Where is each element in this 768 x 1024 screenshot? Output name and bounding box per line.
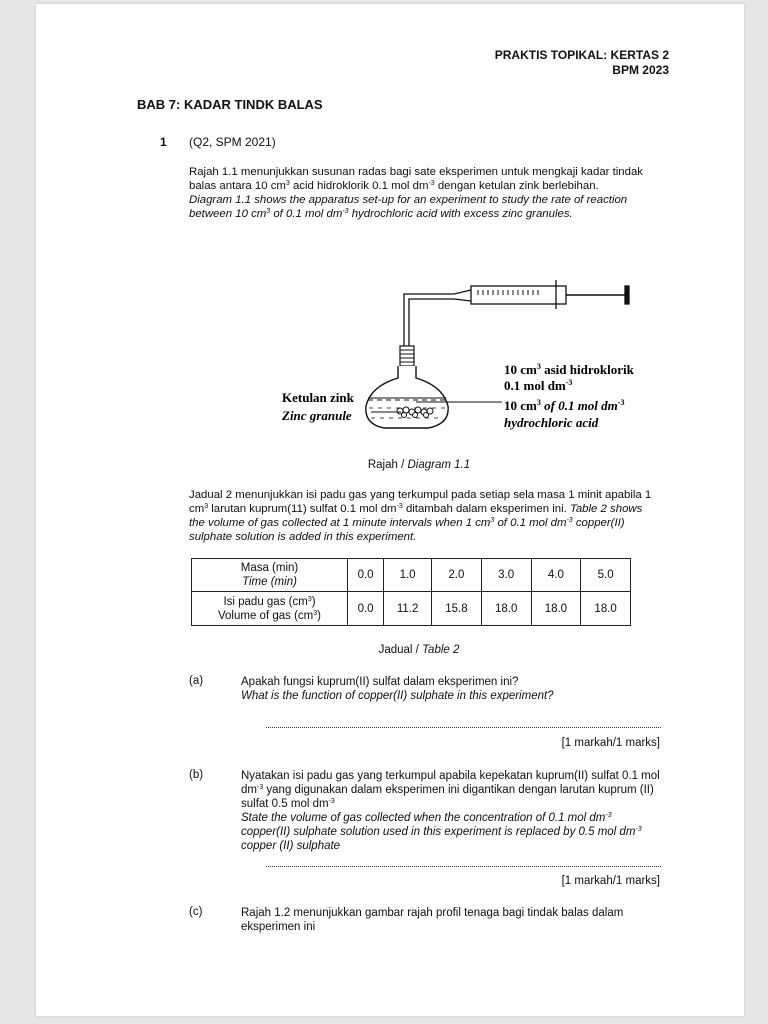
zinc-label-ms: Ketulan zink bbox=[282, 390, 354, 405]
time-header: Masa (min) Time (min) bbox=[192, 559, 348, 592]
time-cell: 2.0 bbox=[432, 559, 482, 592]
table-row bbox=[192, 559, 631, 592]
part-b-label: (b) bbox=[189, 769, 204, 781]
diagram-caption: Rajah / Diagram 1.1 bbox=[367, 459, 471, 471]
acid-label-ms-2: 0.1 mol $dm^{-3}$ bbox=[504, 378, 573, 393]
intro-english: Diagram 1.1 shows the apparatus set-up for an experiment to study the rate of reaction between 10 $cm^3$ of 0.1 mol $dm^{-3}$ hydrochloric acid with excess zinc granules. bbox=[189, 194, 628, 220]
part-b-question: Nyatakan isi padu gas yang terkumpul apabila kepekatan kuprum(II) sulfat 0.1 mol $dm^{-3}$ yang digunakan dalam eksperimen ini digantikan dengan larutan kuprum (II) sulfat 0.5 mol $dm^{-3}$ State the volume of gas collected when the concentration of 0.1 mol $dm^{-3}$ copper(II) sulphate solution used in this experiment is replaced by 0.5 mol $dm^{-3}$ copper (II) sulphate bbox=[241, 770, 660, 852]
acid-label-en-1: 10 $cm^3$ of 0.1 mol $dm^{-3}$ bbox=[504, 398, 625, 413]
volume-cell: 18.0 bbox=[531, 592, 581, 626]
conical-flask bbox=[366, 366, 448, 428]
worksheet-page bbox=[36, 4, 744, 1016]
part-a-question: Apakah fungsi kuprum(II) sulfat dalam eksperimen ini? What is the function of copper(II) sulphate in this experiment? bbox=[241, 676, 554, 702]
time-cell: 3.0 bbox=[481, 559, 531, 592]
delivery-tube bbox=[404, 294, 454, 346]
header-line-1: PRAKTIS TOPIKAL: KERTAS 2 bbox=[494, 48, 669, 62]
question-number: 1 bbox=[160, 135, 167, 149]
volume-cell: 18.0 bbox=[481, 592, 531, 626]
header-line-2: BPM 2023 bbox=[612, 63, 669, 77]
apparatus-diagram bbox=[216, 266, 636, 446]
intro-malay: Rajah 1.1 menunjukkan susunan radas bagi sate eksperimen untuk mengkaji kadar tindak balas antara 10 $cm^3$ acid hidroklorik 0.1 mol $dm^{-3}$ dengan ketulan zink berlebihan. bbox=[189, 166, 644, 192]
volume-cell: 11.2 bbox=[384, 592, 432, 626]
part-c-label: (c) bbox=[189, 906, 203, 918]
volume-cell: 0.0 bbox=[348, 592, 384, 626]
gas-syringe bbox=[454, 280, 629, 309]
table-row bbox=[192, 592, 631, 626]
volume-header: Isi padu gas $(cm^3)$ Volume of gas $(cm^3)$ bbox=[192, 592, 348, 626]
time-cell: 5.0 bbox=[581, 559, 631, 592]
time-cell: 0.0 bbox=[348, 559, 384, 592]
zinc-label-en: Zinc granule bbox=[282, 408, 352, 423]
time-cell: 4.0 bbox=[531, 559, 581, 592]
table-intro: Jadual 2 menunjukkan isi padu gas yang terkumpul pada setiap sela masa 1 minit apabila 1 $cm^3$ larutan kuprum(11) sulfat 0.1 mol $dm^{-3}$ ditambah dalam eksperimen ini. Table 2 shows the volume of gas collected at 1 minute intervals when 1 $cm^3$ of 0.1 mol $dm^{-3}$ copper(II) sulphate solution is added in this experiment. bbox=[189, 489, 652, 543]
table-caption: Jadual / Table 2 bbox=[378, 644, 460, 656]
part-a-label: (a) bbox=[189, 675, 204, 687]
part-a-marks: [1 markah/1 marks] bbox=[561, 737, 660, 749]
volume-cell: 15.8 bbox=[432, 592, 482, 626]
part-c-question: Rajah 1.2 menunjukkan gambar rajah profil tenaga bagi tindak balas dalam eksperimen ini bbox=[241, 907, 624, 933]
answer-line-a[interactable] bbox=[266, 727, 661, 728]
answer-line-b[interactable] bbox=[266, 866, 661, 867]
header-block bbox=[495, 48, 669, 78]
chapter-title: BAB 7: KADAR TINDK BALAS bbox=[137, 97, 323, 112]
volume-cell: 18.0 bbox=[581, 592, 631, 626]
part-b-marks: [1 markah/1 marks] bbox=[561, 875, 660, 887]
question-source: (Q2, SPM 2021) bbox=[189, 135, 276, 149]
results-table bbox=[191, 558, 631, 626]
question-intro bbox=[189, 165, 659, 221]
time-cell: 1.0 bbox=[384, 559, 432, 592]
acid-label-en-2: hydrochloric acid bbox=[504, 415, 599, 430]
acid-label-ms-1: 10 $cm^3$ asid hidroklorik bbox=[504, 362, 634, 377]
zinc-granules bbox=[397, 407, 433, 418]
rubber-stopper bbox=[400, 346, 414, 366]
